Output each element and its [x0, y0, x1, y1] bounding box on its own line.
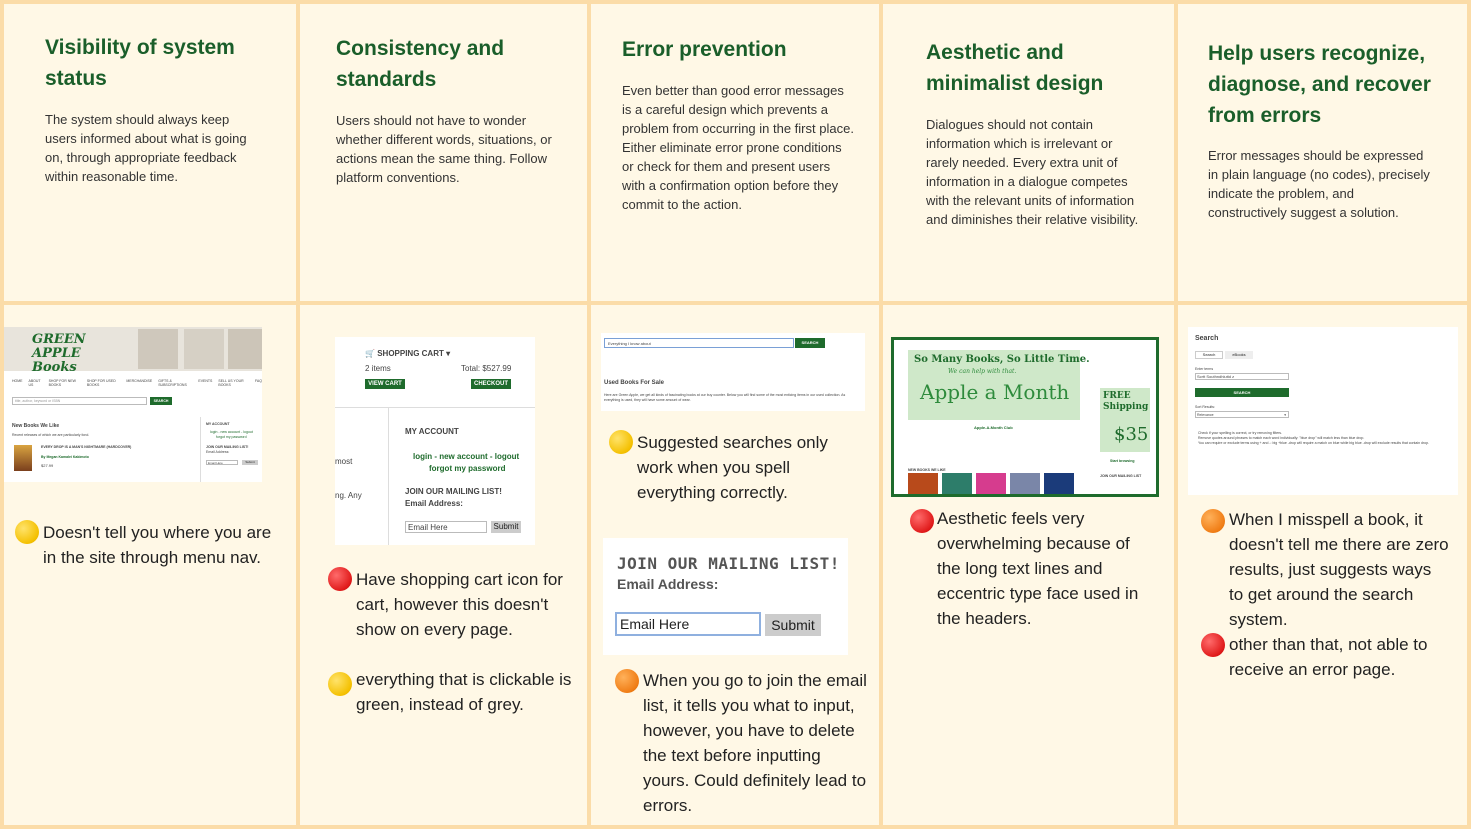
book-price: $27.99: [41, 463, 54, 468]
col3-bottom-panel: [591, 305, 879, 825]
search-tip: Remove quotes around phrases to match each word individually: "blue drop" will match less than blue drop.: [1198, 436, 1365, 440]
search-terms-value: Scrtt Southndhluttd z: [1197, 374, 1235, 379]
search-results-screenshot: [1188, 327, 1458, 495]
search-tab[interactable]: Search: [1195, 351, 1223, 359]
yellow-severity-icon: [609, 430, 633, 454]
sort-label: Sort Results:: [1195, 405, 1216, 409]
search-submit-button[interactable]: SEARCH: [1195, 388, 1289, 397]
col1-bottom-panel: [4, 305, 296, 825]
col2-note-1: Have shopping cart icon for cart, however this doesn't show on every page.: [356, 570, 563, 639]
search-tip: Check if your spelling is correct, or try removing filters.: [1198, 431, 1283, 435]
sidebar-account-title: MY ACCOUNT: [206, 422, 230, 426]
sidebar-email-placeholder: Email Here: [208, 461, 223, 465]
site-search-input[interactable]: [12, 397, 147, 405]
nav-home[interactable]: HOME: [12, 379, 23, 383]
sidebar-forgot-link[interactable]: forgot my password: [216, 435, 247, 439]
col2-bottom-panel: [300, 305, 587, 825]
search-terms-input[interactable]: [1195, 373, 1289, 380]
nav-about[interactable]: ABOUT US: [28, 379, 41, 387]
header-photo-1: [138, 329, 178, 369]
yellow-severity-icon: [328, 672, 352, 696]
col5-bottom-panel: [1178, 305, 1467, 825]
left-fragment-2: ng. Any: [335, 491, 362, 500]
used-books-screenshot: [601, 333, 865, 411]
book-thumb-4[interactable]: [1010, 473, 1040, 495]
col2-note-2: everything that is clickable is green, instead of grey.: [356, 670, 572, 714]
new-books-label: NEW BOOKS WE LIKE: [908, 468, 946, 472]
mailing-title-large: JOIN OUR MAILING LIST!: [617, 554, 840, 573]
book-thumb-2[interactable]: [942, 473, 972, 495]
col3-note-1: Suggested searches only work when you spell everything correctly.: [637, 433, 828, 502]
suggested-search-button[interactable]: SEARCH: [795, 338, 825, 348]
col5-note-1: When I misspell a book, it doesn't tell me there are zero results, just suggests ways to get around the search system.: [1229, 510, 1449, 629]
col4-bottom-panel: [883, 305, 1174, 825]
sidebar-mailing-title: JOIN OUR MAILING LIST!: [206, 445, 249, 449]
col1-top-panel: [4, 4, 296, 301]
suggested-search-input[interactable]: [604, 338, 794, 348]
header-photo-2: [184, 329, 224, 369]
shopping-cart-screenshot: [335, 337, 535, 545]
header-photo-3: [228, 329, 262, 369]
account-title: MY ACCOUNT: [405, 427, 459, 436]
ebooks-tab[interactable]: eBooks: [1225, 351, 1253, 359]
search-tip: You can require or exclude terms using + and -: big +blue -drop will require a match on blue while big blue -drop will exclude results that contain drop.: [1198, 441, 1429, 445]
red-severity-icon: [910, 509, 934, 533]
promo-price: $35: [1114, 424, 1149, 445]
email-value-large: Email Here: [620, 616, 690, 632]
cart-items: 2 items: [365, 364, 391, 373]
col1-note-1: Doesn't tell you where you are in the site through menu nav.: [43, 523, 272, 567]
site-header: [4, 327, 262, 375]
banner-line-2: We can help with that.: [948, 368, 1017, 375]
col2-heading: Consistency and standards: [336, 37, 505, 91]
green-apple-homepage-screenshot: [4, 327, 262, 482]
col3-heading: Error prevention: [622, 38, 787, 61]
yellow-severity-icon: [15, 520, 39, 544]
orange-severity-icon: [615, 669, 639, 693]
cart-divider: [335, 407, 535, 408]
chevron-down-icon[interactable]: ▾: [446, 349, 451, 358]
col5-description: Error messages should be expressed in plain language (no codes), precisely indicate the problem, and constructively suggest a solution.: [1208, 148, 1430, 220]
book-thumb-5[interactable]: [1044, 473, 1074, 495]
checkout-button[interactable]: CHECKOUT: [471, 379, 511, 389]
col5-note-2: other than that, not able to receive an error page.: [1229, 635, 1428, 679]
apple-a-month-screenshot: [891, 337, 1159, 497]
cart-total: Total: $527.99: [461, 364, 512, 373]
book-cover: [14, 445, 32, 471]
red-severity-icon: [1201, 633, 1225, 657]
book-title[interactable]: EVERY DROP IS A MAN'S NIGHTMARE (HARDCOVER): [41, 445, 132, 449]
account-links[interactable]: login - new account - logout: [413, 452, 520, 461]
mailing-list-screenshot: [603, 538, 848, 655]
search-title: Search: [1195, 335, 1219, 342]
sort-select[interactable]: [1195, 411, 1289, 418]
sidebar-submit-button[interactable]: Submit: [242, 460, 258, 465]
cart-header: [365, 349, 450, 358]
used-books-text: Here are Green Apple, we get all kinds of fascinating books at our buy counter. Below you will find some of the most enticing items in our used collection. As everything is used, they will have some amount of wear.: [604, 393, 846, 402]
account-divider: [388, 408, 389, 545]
book-strip: [908, 473, 1074, 495]
left-fragment-1: most: [335, 457, 353, 466]
nav-gifts[interactable]: GIFTS & SUBSCRIPTIONS: [158, 379, 187, 387]
col3-note-2: When you go to join the email list, it tells you what to input, however, you have to delete the text before inputting yours. Could definitely lead to errors.: [643, 671, 867, 815]
col4-heading: Aesthetic and minimalist design: [926, 41, 1104, 95]
main-nav: [12, 379, 262, 387]
email-input[interactable]: [405, 521, 487, 533]
col4-description: Dialogues should not contain information which is irrelevant or rarely needed. Every extra unit of information in a dialogue competes with the relevant units of information and diminishes their relative visibility.: [926, 117, 1139, 227]
col3-top-panel: [591, 4, 879, 301]
banner: [908, 350, 1090, 420]
col4-top-panel: [883, 4, 1174, 301]
cart-title: SHOPPING CART: [377, 349, 444, 358]
promo-panel: [1100, 388, 1150, 452]
used-books-title: Used Books For Sale: [604, 380, 665, 386]
email-label: Email Address:: [405, 499, 463, 508]
enter-terms-label: Enter terms: [1195, 367, 1214, 371]
club-title: Apple-A-Month Club: [974, 425, 1013, 430]
nav-faq[interactable]: FAQ: [254, 379, 262, 383]
site-search-placeholder: title, author, keyword or ISBN: [15, 399, 61, 403]
email-input-large[interactable]: [615, 612, 761, 636]
sidebar-divider: [200, 417, 201, 482]
col4-note-1: Aesthetic feels very overwhelming because of the long text lines and eccentric type face used in the headers.: [937, 509, 1139, 628]
free-shipping-text: FREE Shipping: [1103, 391, 1149, 412]
forgot-password-link[interactable]: forgot my password: [429, 464, 506, 473]
banner-line-1: So Many Books, So Little Time.: [914, 354, 1090, 365]
nav-new-books[interactable]: SHOP FOR NEW BOOKS: [48, 379, 76, 387]
sidebar-email-input[interactable]: [206, 460, 238, 465]
col1-description: The system should always keep users informed about what is going on, through appropriate feedback within reasonable time.: [45, 112, 247, 184]
search-tips-list: [1198, 431, 1453, 446]
sidebar-account-links[interactable]: login - new account - logout: [210, 430, 253, 434]
email-placeholder: Email Here: [408, 523, 448, 532]
nav-sell[interactable]: SELL US YOUR BOOKS: [218, 379, 244, 387]
suggested-search-value: Everything I know about: [608, 341, 651, 346]
col1-heading: Visibility of system status: [45, 36, 235, 90]
green-apple-logo: GREEN APPLE Books: [32, 332, 86, 375]
nav-merch[interactable]: MERCHANDISE: [126, 379, 153, 383]
mailing-label: JOIN OUR MAILING LIST: [1100, 474, 1142, 478]
nav-used-books[interactable]: SHOP FOR USED BOOKS: [86, 379, 116, 387]
new-books-sub: Recent releases of which we are particularly fond.: [12, 433, 90, 437]
sidebar-email-label: Email Address:: [206, 450, 230, 454]
mailing-title: JOIN OUR MAILING LIST!: [405, 487, 502, 496]
start-browsing-link[interactable]: Start browsing: [1110, 459, 1135, 463]
orange-severity-icon: [1201, 509, 1225, 533]
email-submit-large[interactable]: Submit: [765, 614, 821, 636]
col5-top-panel: [1178, 4, 1467, 301]
cart-icon: 🛒: [365, 349, 375, 358]
chevron-down-icon: ▾: [1284, 413, 1286, 417]
col2-description: Users should not have to wonder whether different words, situations, or actions mean the same thing. Follow platform conventions.: [336, 113, 552, 185]
view-cart-button[interactable]: VIEW CART: [365, 379, 405, 389]
email-label-large: Email Address:: [617, 576, 719, 592]
book-thumb-1[interactable]: [908, 473, 938, 495]
nav-events[interactable]: EVENTS: [198, 379, 213, 383]
site-search-button[interactable]: SEARCH: [150, 397, 172, 405]
new-books-title: New Books We Like: [12, 423, 60, 429]
book-author[interactable]: By Megan Kamalei Kakimoto: [41, 455, 89, 459]
book-thumb-3[interactable]: [976, 473, 1006, 495]
red-severity-icon: [328, 567, 352, 591]
col2-top-panel: [300, 4, 587, 301]
sort-value: Relevance: [1197, 413, 1214, 417]
banner-line-3: Apple a Month: [920, 380, 1070, 404]
col3-description: Even better than good error messages is a careful design which prevents a problem from occurring in the first place. Either eliminate error prone conditions or check for them and present users with a confirmation option before they commit to the action.: [622, 83, 854, 212]
col5-heading: Help users recognize, diagnose, and recover from errors: [1208, 42, 1431, 127]
email-submit-button[interactable]: Submit: [491, 521, 521, 533]
